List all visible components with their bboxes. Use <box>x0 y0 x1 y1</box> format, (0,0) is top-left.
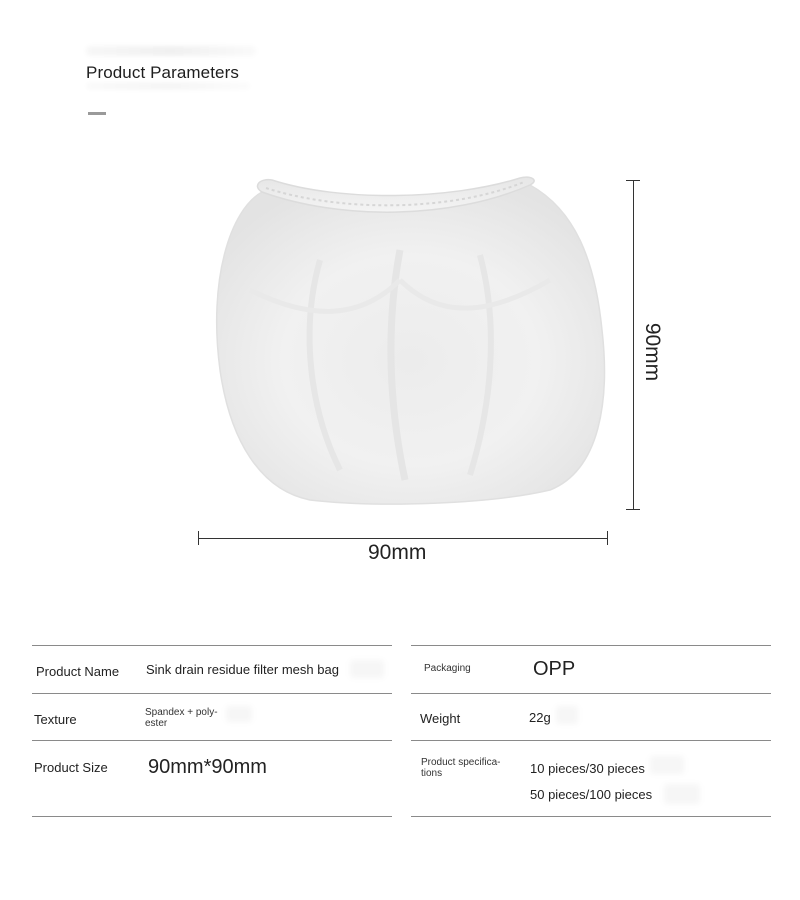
table-rule <box>411 740 771 741</box>
table-rule <box>32 645 392 646</box>
param-value-product-name: Sink drain residue filter mesh bag <box>146 662 339 677</box>
height-dimension-cap-top <box>626 180 640 181</box>
text-smudge <box>664 784 700 804</box>
param-value-texture-line2: ester <box>145 718 168 729</box>
page-title: Product Parameters <box>86 63 239 82</box>
param-label-specifications-line2: tions <box>421 768 443 779</box>
table-rule <box>32 816 392 817</box>
text-smudge <box>350 660 384 678</box>
param-label-texture: Texture <box>34 712 77 727</box>
text-smudge <box>650 756 684 774</box>
text-smudge <box>226 706 252 722</box>
param-value-weight: 22g <box>529 710 551 725</box>
param-value-texture-line1: Spandex + poly- <box>145 707 218 718</box>
param-label-specifications-line1: Product specifica- <box>421 757 501 768</box>
param-value-specifications-line1: 10 pieces/30 pieces <box>530 761 645 776</box>
mesh-bag-image <box>190 170 610 520</box>
width-dimension-cap-right <box>607 531 608 545</box>
table-rule <box>411 693 771 694</box>
param-label-packaging: Packaging <box>424 663 471 674</box>
title-underline <box>88 112 106 115</box>
table-rule <box>32 740 392 741</box>
param-label-weight: Weight <box>420 711 461 726</box>
header-ghost-text-2 <box>86 82 251 90</box>
width-dimension-cap-left <box>198 531 199 545</box>
table-rule <box>411 645 771 646</box>
height-dimension-line <box>633 180 634 510</box>
table-rule <box>411 816 771 817</box>
height-dimension-label: 90mm <box>641 322 664 382</box>
param-value-packaging: OPP <box>533 658 576 680</box>
param-label-product-size: Product Size <box>34 760 108 775</box>
text-smudge <box>556 706 578 724</box>
header-ghost-text <box>86 46 256 56</box>
table-rule <box>32 693 392 694</box>
width-dimension-line <box>198 538 608 539</box>
width-dimension-label: 90mm <box>368 541 427 564</box>
height-dimension-cap-bottom <box>626 509 640 510</box>
param-label-product-name: Product Name <box>36 664 120 679</box>
param-value-product-size: 90mm*90mm <box>148 756 267 778</box>
param-value-specifications-line2: 50 pieces/100 pieces <box>530 787 653 802</box>
